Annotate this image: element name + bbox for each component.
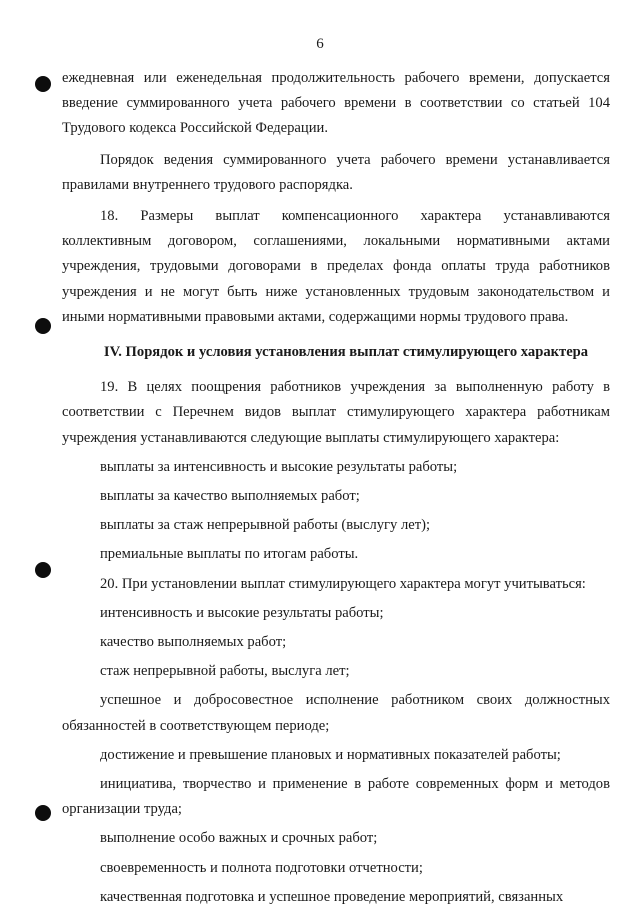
list-item: премиальные выплаты по итогам работы. xyxy=(100,546,359,563)
punch-hole-2 xyxy=(35,318,51,334)
list-item: своевременность и полнота подготовки отчетности; xyxy=(100,859,423,876)
list-item: выплаты за качество выполняемых работ; xyxy=(100,488,360,505)
punch-hole-3 xyxy=(35,562,51,578)
list-item: достижение и превышение плановых и нормативных показателей работы; xyxy=(100,746,561,763)
paragraph-20: 20. При установлении выплат стимулирующего характера могут учитываться: xyxy=(100,575,586,592)
list-item: выплаты за интенсивность и высокие результаты работы; xyxy=(100,458,458,475)
paragraph-19: 19. В целях поощрения работников учреждения за выполненную работу в соответствии с Перечнем видов выплат стимулирующего характера работникам учреждения устанавливаются следующие выплаты стимулирующего характера: xyxy=(62,379,610,446)
paragraph-18: 18. Размеры выплат компенсационного характера устанавливаются коллективным договором, соглашениями, локальными нормативными актами учреждения, трудовыми договорами в пределах фонда оплаты труда работников учреждения и не могут быть ниже установленных трудовым законодательством и иными нормативными правовыми актами, содержащими нормы трудового права. xyxy=(62,208,610,325)
page-number: 6 xyxy=(316,36,324,52)
document-body xyxy=(62,66,610,910)
list-item: инициатива, творчество и применение в работе современных форм и методов организации труда; xyxy=(62,776,610,818)
section-heading-iv: IV. Порядок и условия установления выплат стимулирующего характера xyxy=(103,344,589,361)
paragraph-continuation: ежедневная или еженедельная продолжительность рабочего времени, допускается введение суммированного учета рабочего времени в соответствии со статьей 104 Трудового кодекса Российской Федерации. xyxy=(62,70,610,137)
list-item: интенсивность и высокие результаты работы; xyxy=(100,604,384,621)
list-item: успешное и добросовестное исполнение работником своих должностных обязанностей в соответствующем периоде; xyxy=(62,692,610,734)
list-item: качественная подготовка и успешное проведение мероприятий, связанных xyxy=(100,888,564,905)
punch-hole-1 xyxy=(35,76,51,92)
list-item: стаж непрерывной работы, выслуга лет; xyxy=(100,663,350,680)
list-item: качество выполняемых работ; xyxy=(100,634,287,651)
list-item: выполнение особо важных и срочных работ; xyxy=(100,830,378,847)
list-item: выплаты за стаж непрерывной работы (выслугу лет); xyxy=(100,517,431,534)
punch-hole-4 xyxy=(35,805,51,821)
paragraph-schedule-rules: Порядок ведения суммированного учета рабочего времени устанавливается правилами внутреннего трудового распорядка. xyxy=(62,151,610,193)
